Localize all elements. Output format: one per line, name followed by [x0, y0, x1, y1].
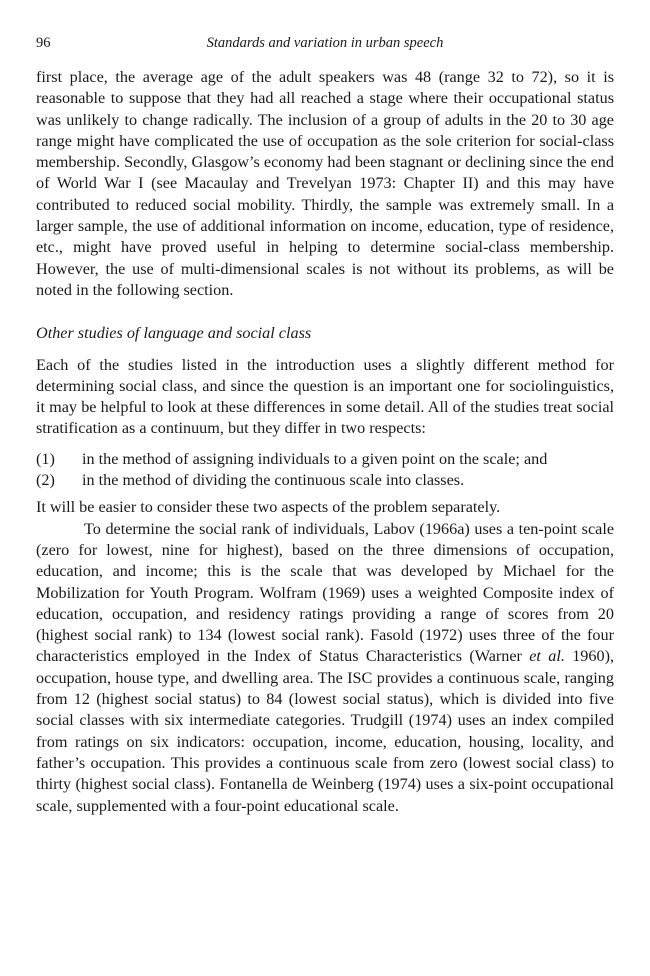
- running-head: [36, 33, 614, 53]
- paragraph-3: It will be easier to consider these two aspects of the problem separately.: [36, 498, 501, 517]
- paragraph-4-text-b: 1960), occupation, house type, and dwelling area. The ISC provides a continuous scale, ranging from 12 (highest social status) to 84 (lowest social status), which is divided into five social classes with six intermediate categories. Trudgill (1974) uses an index compiled from ratings on six indicators: occupation, income, education, housing, locality, and father’s occupation. This provides a continuous scale from zero (lowest social class) to thirty (highest social class). Fontanella de Weinberg (1974) uses a six-point occupational scale, supplemented with a four-point educational scale.: [36, 647, 615, 815]
- page-body: [36, 67, 614, 817]
- paragraph-4-text-a: To determine the social rank of individuals, Labov (1966a) uses a ten-point scale (zero for lowest, nine for highest), based on the three dimensions of occupation, education, and income; this is the scale that was developed by Michael for the Mobilization for Youth Program. Wolfram (1969) uses a weighted Composite index of education, occupation, and residency ratings providing a range of scores from 20 (highest social rank) to 134 (lowest social rank). Fasold (1972) uses three of the four characteristics employed in the Index of Status Characteristics (Warner: [36, 519, 614, 666]
- list-item-number: (2): [36, 471, 55, 490]
- list-item: [36, 449, 614, 470]
- paragraph-1: first place, the average age of the adult speakers was 48 (range 32 to 72), so it is reasonable to suppose that they had all reached a stage where their occupational status was unlikely to change radically. The inclusion of a group of adults in the 20 to 30 age range might have complicated the use of occupation as the sole criterion for social-class membership. Secondly, Glasgow’s economy had been stagnant or declining since the end of World War I (see Macaulay and Trevelyan 1973: Chapter II) and this may have contributed to reduced social mobility. Thirdly, the sample was extremely small. In a larger sample, the use of additional information on income, education, type of residence, etc., might have proved useful in helping to determine social-class membership. However, the use of multi-dimensional scales is not without its problems, as will be noted in the following section.: [36, 68, 614, 299]
- running-title: Standards and variation in urban speech: [206, 35, 444, 51]
- numbered-list: [36, 449, 614, 492]
- paragraph-4: [36, 519, 614, 817]
- section-heading: Other studies of language and social class: [36, 324, 312, 343]
- list-item: [36, 470, 614, 491]
- list-item-text: in the method of dividing the continuous scale into classes.: [82, 471, 465, 490]
- list-item-number: (1): [36, 449, 55, 468]
- paragraph-4-italic: et al.: [529, 647, 565, 666]
- list-item-text: in the method of assigning individuals to a given point on the scale; and: [82, 449, 548, 468]
- paragraph-2: Each of the studies listed in the introduction uses a slightly different method for determining social class, and since the question is an important one for sociolinguistics, it may be helpful to look at these differences in some detail. All of the studies treat social stratification as a continuum, but they differ in two respects:: [36, 355, 614, 438]
- page-number: 96: [36, 35, 51, 51]
